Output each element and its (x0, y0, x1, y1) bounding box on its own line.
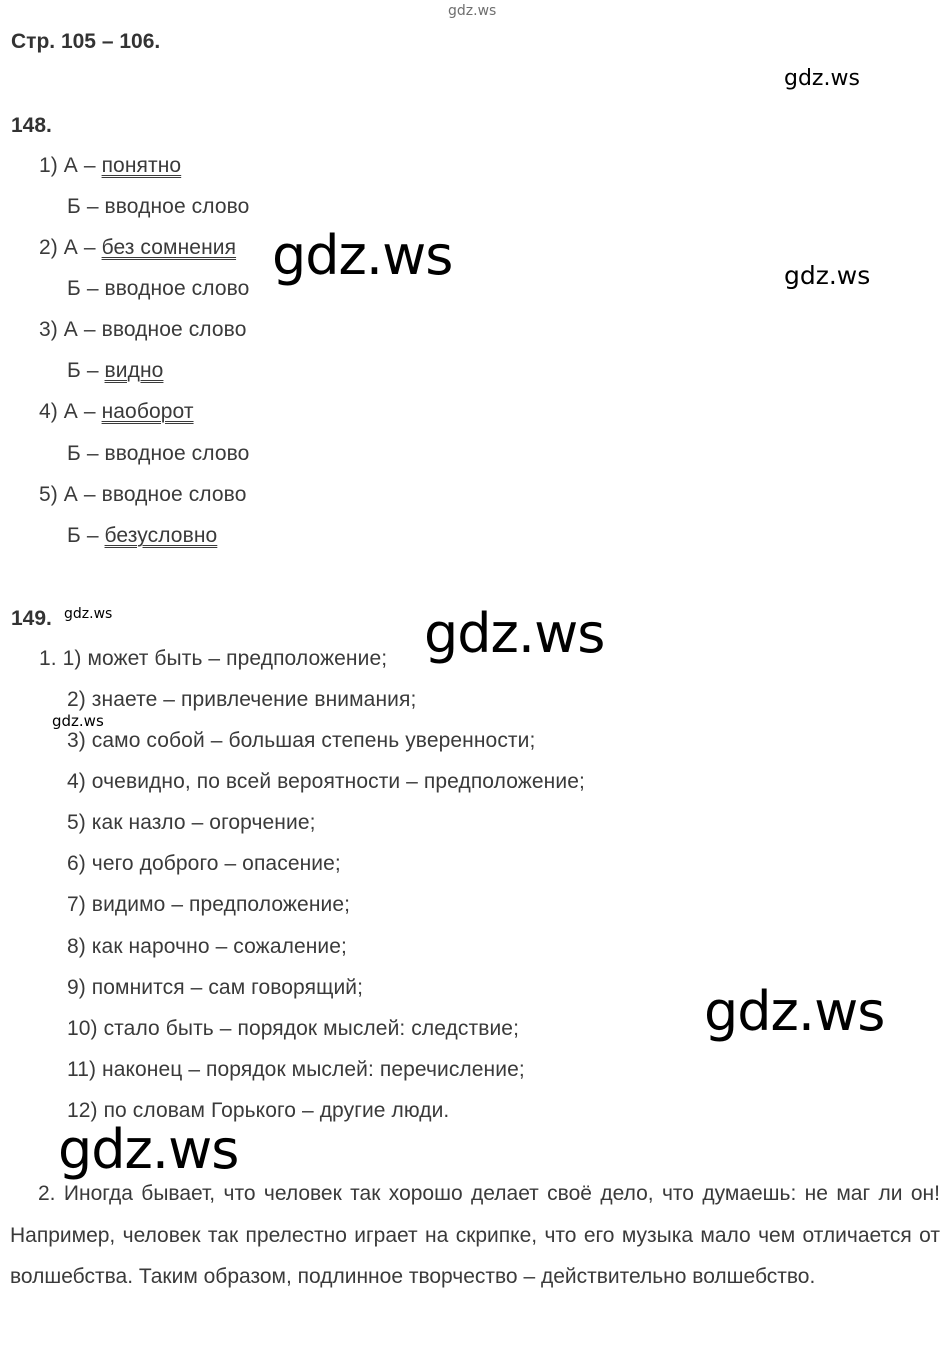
answer-line (67, 359, 163, 383)
list-item: 11) наконец – порядок мыслей: перечисление; (67, 1058, 525, 1081)
answer-prefix: Б – (67, 524, 105, 547)
list-item: 8) как нарочно – сожаление; (67, 935, 347, 958)
answer-prefix: 2) А – (39, 236, 102, 259)
answer-word: вводное слово (104, 195, 250, 218)
list-item: 1. 1) может быть – предположение; (39, 647, 388, 670)
answer-prefix: Б – (67, 442, 105, 465)
watermark-small: gdz.ws (784, 261, 871, 290)
watermark-large: gdz.ws (704, 980, 885, 1043)
answer-prefix: Б – (67, 277, 105, 300)
answer-line (39, 400, 194, 424)
answer-line (39, 154, 181, 178)
answer-word: вводное слово (101, 318, 247, 341)
list-item: 9) помнится – сам говорящий; (67, 976, 364, 999)
answer-line (39, 483, 246, 507)
answer-line (67, 524, 217, 548)
watermark-small: gdz.ws (784, 66, 860, 91)
watermark-tiny: gdz.ws (64, 606, 113, 622)
answer-word: вводное слово (101, 483, 247, 506)
answer-word: вводное слово (104, 277, 250, 300)
answer-prefix: 3) А – (39, 318, 102, 341)
answer-prefix: 5) А – (39, 483, 102, 506)
page-heading: Стр. 105 – 106. (11, 30, 161, 53)
watermark-large: gdz.ws (424, 602, 605, 665)
answer-word: видно (104, 359, 164, 382)
list-item: 3) само собой – большая степень уверенности; (67, 729, 536, 752)
watermark-top: gdz.ws (448, 3, 497, 19)
answer-line (39, 318, 246, 342)
list-item: 6) чего доброго – опасение; (67, 852, 341, 875)
answer-prefix: Б – (67, 195, 105, 218)
answer-word: без сомнения (101, 236, 237, 259)
task-number-149: 149. (11, 607, 52, 630)
list-item: 12) по словам Горького – другие люди. (67, 1099, 450, 1122)
answer-line (39, 236, 236, 260)
list-item: 5) как назло – огорчение; (67, 811, 316, 834)
answer-line (67, 277, 249, 301)
task-number-148: 148. (11, 114, 52, 137)
list-item: 2) знаете – привлечение внимания; (67, 688, 417, 711)
watermark-large: gdz.ws (58, 1118, 239, 1181)
answer-line (67, 195, 249, 219)
answer-word: безусловно (104, 524, 218, 547)
answer-word: понятно (101, 154, 182, 177)
list-item: 4) очевидно, по всей вероятности – предположение; (67, 770, 585, 793)
answer-word: наоборот (101, 400, 194, 423)
answer-prefix: 4) А – (39, 400, 102, 423)
paragraph-text: 2. Иногда бывает, что человек так хорошо делает своё дело, что думаешь: не маг ли он! Например, человек так прелестно играет на скрипке, что его музыка мало чем отличается от волшебства. Таким образом, подлинное творчество – действительно волшебство. (10, 1182, 940, 1288)
answer-prefix: 1) А – (39, 154, 102, 177)
answer-word: вводное слово (104, 442, 250, 465)
watermark-tiny: gdz.ws (52, 712, 104, 730)
list-item: 7) видимо – предположение; (67, 893, 351, 916)
watermark-large: gdz.ws (272, 224, 453, 287)
answer-prefix: Б – (67, 359, 105, 382)
answer-line (67, 442, 249, 466)
list-item: 10) стало быть – порядок мыслей: следствие; (67, 1017, 520, 1040)
answer-paragraph (10, 1173, 940, 1298)
